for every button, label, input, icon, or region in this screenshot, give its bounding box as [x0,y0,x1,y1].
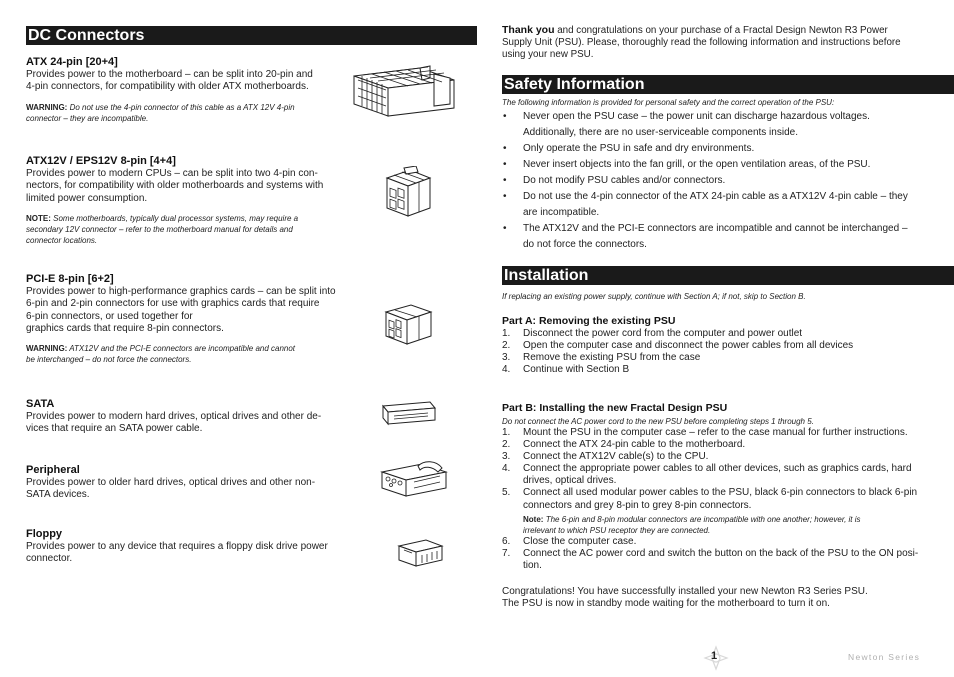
list-item [502,427,932,439]
warning-text: connector – they are incompatible. [26,113,149,123]
atx-24pin-connector-icon [350,58,456,120]
list-item-text: • Do not use the 4-pin connector of the ATX 24-pin cable as a ATX12V 4-pin cable – they [523,191,908,202]
step-text: tion. [523,559,542,571]
intro-bold: Thank you [502,24,555,36]
list-item-text: Additionally, there are no user-serviceable components inside. [523,127,798,138]
connector-desc-line: graphics cards that require 8-pin connectors. [26,322,224,334]
list-item [502,340,932,352]
connector-desc-line: Provides power to modern CPUs – can be split into two 4-pin con- [26,168,318,179]
step-text: Continue with Section B [523,364,630,376]
connector-desc-line: Provides power to modern hard drives, optical drives and other de- [26,411,322,422]
step-number: 7. [502,547,511,559]
step-text: Connect the AC power cord and switch the button on the back of the PSU to the ON posi- [523,547,919,559]
installation-subtitle: If replacing an existing power supply, continue with Section A; if not, skip to Section B. [502,292,806,301]
part-b-subtitle: Do not connect the AC power cord to the new PSU before completing steps 1 through 5. [502,417,814,426]
list-item-text: • Never open the PSU case – the power unit can discharge hazardous voltages. [523,111,870,122]
list-item [502,487,932,535]
list-item [502,364,932,376]
note-text: irrelevant to which PSU receptor they are connected. [523,525,711,535]
note-text: secondary 12V connector – refer to the motherboard manual for details and [26,224,293,234]
warning-text: Do not use the 4-pin connector of this cable as a ATX 12V 4-pin [69,102,295,112]
part-b-title: Part B: Installing the new Fractal Design PSU [502,402,728,414]
step-text: Connect the appropriate power cables to all other devices, such as graphics cards, hard [523,463,912,475]
step-number: 2. [502,340,511,352]
connector-pcie8 [26,273,346,365]
list-item [502,536,932,548]
step-number: 6. [502,535,511,547]
connector-floppy [26,528,346,566]
part-a-steps [502,328,932,376]
list-item [502,451,932,463]
note-text: connector locations. [26,235,98,245]
step-number: 4. [502,463,511,475]
page-number: 1 [711,650,718,662]
intro-paragraph [502,24,942,61]
connector-desc-line: 4-pin connectors, for compatibility with older ATX motherboards. [26,81,309,93]
connector-title: Floppy [26,528,63,540]
step-text: Connect all used modular power cables to the PSU, black 6-pin connectors to black 6-pin [523,487,918,499]
list-item [502,548,932,572]
eps-8pin-connector-icon [384,166,434,220]
step-number: 5. [502,487,511,499]
connector-atx24 [26,56,346,124]
intro-text: using your new PSU. [502,49,594,60]
step-number: 1. [502,427,511,438]
list-item [502,141,942,157]
step-number: 3. [502,352,511,364]
step-number: 1. [502,328,511,339]
list-item [502,109,942,141]
step-text: connectors and grey 8-pin to grey 8-pin connectors. [523,499,752,511]
connector-sata [26,398,346,436]
connector-title: PCI-E 8-pin [6+2] [26,273,114,285]
connector-desc-line: Provides power to older hard drives, optical drives and other non- [26,477,316,488]
dc-connectors-title: DC Connectors [28,27,145,44]
molex-connector-icon [378,458,450,500]
connector-desc-line: vices that require an SATA power cable. [26,423,203,435]
connector-desc-line: SATA devices. [26,489,90,501]
connector-eps8 [26,155,346,246]
series-label: Newton Series [848,652,921,662]
part-b-steps [502,427,932,572]
connector-desc-line: Provides power to any device that requires a floppy disk drive power [26,541,328,552]
safety-header [502,75,954,94]
connector-title: Peripheral [26,464,80,476]
step-text: Connect the ATX 24-pin cable to the motherboard. [523,439,746,451]
connector-desc-line: Provides power to high-performance graphics cards – can be split into [26,286,336,297]
dc-connectors-header [26,26,477,45]
safety-list [502,109,942,253]
list-item [502,221,942,253]
connector-desc-line: 6-pin and 2-pin connectors for use with graphics cards that require [26,298,320,310]
closing-paragraph [502,586,868,611]
connector-desc-line: nectors, for compatibility with older motherboards and systems with [26,180,324,192]
note-text: Some motherboards, typically dual processor systems, may require a [53,213,299,223]
connector-desc-line: limited power consumption. [26,192,148,204]
step-text: drives, optical drives. [523,475,617,487]
list-item [502,439,932,451]
safety-subtitle: The following information is provided for personal safety and the correct operation of the PSU: [502,98,835,107]
step-number: 4. [502,364,511,376]
list-item-text: do not force the connectors. [523,239,647,250]
step-text: Connect the ATX12V cable(s) to the CPU. [523,451,709,463]
intro-text: and congratulations on your purchase of a Fractal Design Newton R3 Power [554,25,888,36]
closing-text: Congratulations! You have successfully installed your new Newton R3 Series PSU. [502,586,868,597]
step-text: Remove the existing PSU from the case [523,352,701,364]
list-item-text: • Only operate the PSU in safe and dry environments. [523,143,755,154]
note-text: The 6-pin and 8-pin modular connectors are incompatible with one another; however, it is [545,514,861,524]
warning-label: WARNING: [26,102,68,112]
step-number: 2. [502,439,511,451]
list-item-text: • Never insert objects into the fan grill, or the open ventilation areas, of the PSU. [523,159,871,170]
warning-label: WARNING: [26,344,68,354]
list-item [502,157,942,173]
step-text: Close the computer case. [523,535,637,547]
sata-connector-icon [380,398,438,428]
connector-title: SATA [26,398,55,410]
intro-text: Supply Unit (PSU). Please, thoroughly read the following information and instructions before [502,37,901,48]
connector-peripheral [26,464,346,502]
step-number: 3. [502,451,511,463]
list-item [502,173,942,189]
safety-title: Safety Information [504,76,645,93]
connector-desc-line: Provides power to the motherboard – can be split into 20-pin and [26,69,313,80]
list-item [502,189,942,221]
pcie-8pin-connector-icon [383,302,435,346]
list-item-text: • The ATX12V and the PCI-E connectors are incompatible and cannot be interchanged – [523,223,908,234]
connector-title: ATX12V / EPS12V 8-pin [4+4] [26,155,176,167]
part-a-title: Part A: Removing the existing PSU [502,315,676,327]
list-item [502,463,932,487]
note-label: Note: [523,514,544,524]
list-item-text: are incompatible. [523,207,600,218]
warning-text: be interchanged – do not force the connectors. [26,355,192,365]
warning-text: ATX12V and the PCI-E connectors are incompatible and cannot [69,344,296,354]
installation-title: Installation [504,267,589,284]
step-text: Open the computer case and disconnect the power cables from all devices [523,340,854,352]
floppy-connector-icon [396,536,446,570]
list-item [502,352,932,364]
connector-desc-line: connector. [26,553,73,565]
closing-text: The PSU is now in standby mode waiting for the motherboard to turn it on. [502,598,830,610]
connector-title: ATX 24-pin [20+4] [26,56,118,68]
list-item-text: • Do not modify PSU cables and/or connectors. [523,175,726,186]
note-label: NOTE: [26,213,51,223]
step-text: Mount the PSU in the computer case – refer to the case manual for further instructions. [523,427,908,438]
connector-desc-line: 6-pin connectors, or used together for [26,310,193,322]
installation-header [502,266,954,285]
list-item [502,328,932,340]
step-text: Disconnect the power cord from the computer and power outlet [523,328,803,339]
